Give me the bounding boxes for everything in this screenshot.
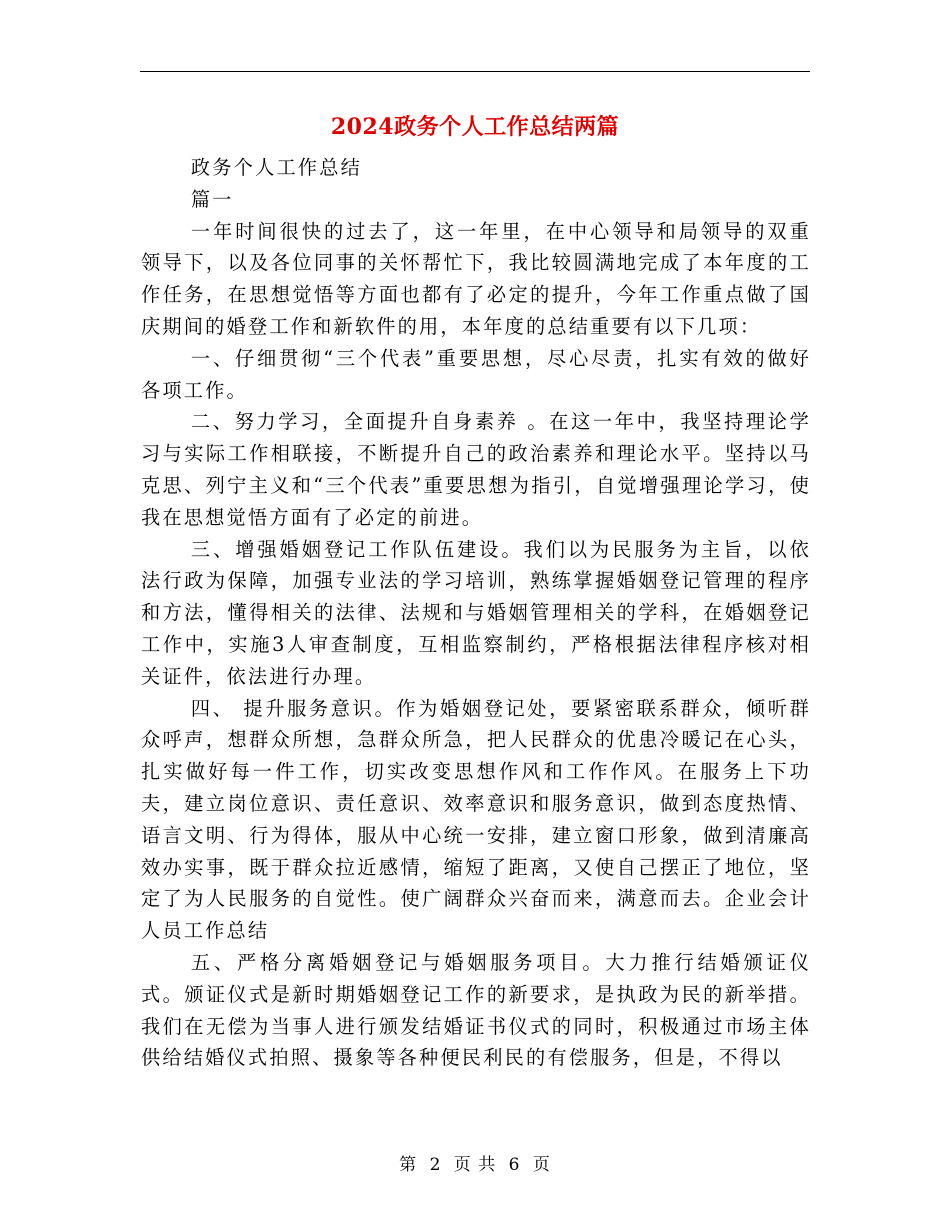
body-paragraph: 四、 提升服务意识。作为婚姻登记处，要紧密联系群众，倾听群众呼声，想群众所想，急群众所急，把人民群众的优患冷暖记在心头，扎实做好每一件工作，切实改变思想作风和工作作风。在服务上下功夫，建立岗位意识、责任意识、效率意识和服务意识，做到态度热情、语言文明、行为得体，服从中心统一安排，建立窗口形象，做到清廉高效办实事，既于群众拉近感情，缩短了距离，又使自己摆正了地位，坚定了为人民服务的自觉性。使广阔群众兴奋而来，满意而去。企业会计人员工作总结 (141, 696, 811, 943)
footer-total-pages: 6 (508, 1155, 521, 1175)
body-paragraph: 五、严格分离婚姻登记与婚姻服务项目。大力推行结婚颁证仪式。颁证仪式是新时期婚姻登记工作的新要求，是执政为民的新举措。我们在无偿为当事人进行颁发结婚证书仪式的同时，积极通过市场主体供给结婚仪式拍照、摄象等各种便民利民的有偿服务，但是，不得以 (141, 950, 811, 1070)
footer-prefix: 第 (399, 1155, 418, 1175)
footer-suffix: 页 (532, 1155, 551, 1175)
header-rule (140, 71, 810, 72)
body-paragraph: 三、增强婚姻登记工作队伍建设。我们以为民服务为主旨，以依法行政为保障，加强专业法的学习培训，熟练掌握婚姻登记管理的程序和方法，懂得相关的法律、法规和与婚姻管理相关的学科，在婚姻登记工作中，实施3人审查制度，互相监察制约，严格根据法律程序核对相关证件，依法进行办理。 (141, 537, 811, 688)
body-paragraph: 一年时间很快的过去了，这一年里，在中心领导和局领导的双重领导下，以及各位同事的关怀帮忙下，我比较圆满地完成了本年度的工作任务，在思想觉悟等方面也都有了必定的提升，今年工作重点做了国庆期间的婚登工作和新软件的用，本年度的总结重要有以下几项： (141, 219, 811, 338)
subtitle-paragraph: 政务个人工作总结 (190, 156, 363, 179)
body-paragraph: 一、仔细贯彻“三个代表”重要思想，尽心尽责，扎实有效的做好各项工作。 (141, 346, 811, 402)
section-label-paragraph: 篇一 (190, 187, 234, 211)
footer-mid: 页 共 (453, 1155, 497, 1175)
document-body (141, 152, 811, 1074)
document-title: 2024政务个人工作总结两篇 (330, 114, 620, 140)
footer-page-number: 2 (429, 1155, 442, 1175)
body-paragraph: 二、努力学习，全面提升自身素养 。在这一年中，我坚持理论学习与实际工作相联接，不断提升自己的政治素养和理论水平。坚持以马克思、列宁主义和“三个代表”重要思想为指引，自觉增强理论学习，使我在思想觉悟方面有了必定的前进。 (141, 410, 811, 529)
page-footer (0, 1153, 950, 1177)
